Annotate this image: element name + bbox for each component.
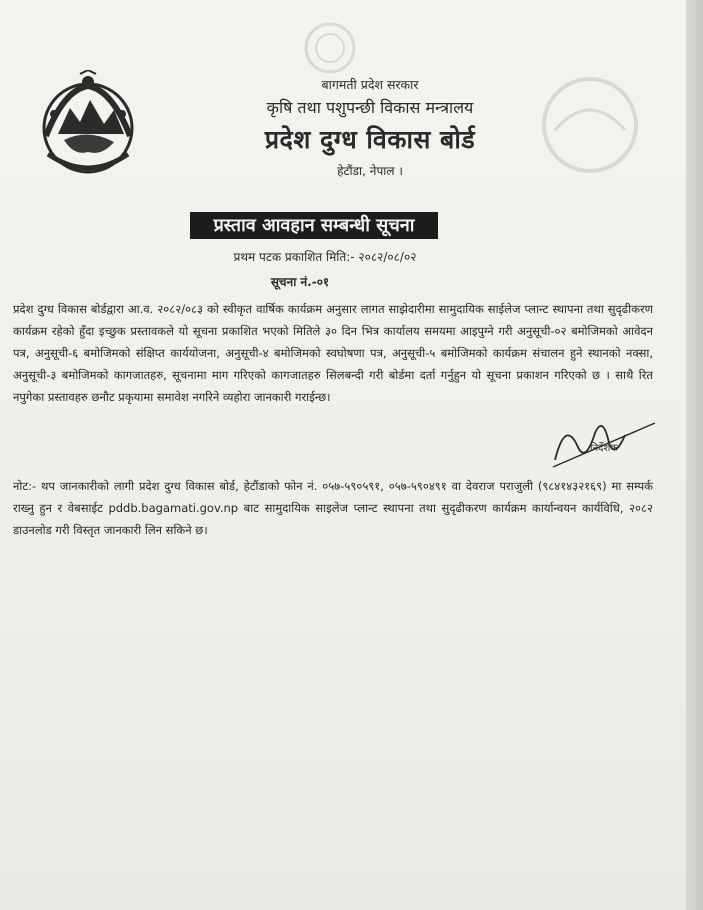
office-location: हेटौंडा, नेपाल ।	[337, 164, 403, 178]
province-government-line: बागमती प्रदेश सरकार	[321, 77, 419, 92]
notice-title: प्रस्ताव आवहान सम्बन्धी सूचना	[190, 212, 438, 239]
publication-date: प्रथम पटक प्रकाशित मिति:- २०८२/०८/०२	[233, 250, 417, 264]
nepal-government-emblem-icon	[34, 70, 142, 182]
notice-number: सूचना नं.-०१	[270, 275, 330, 289]
note-paragraph: नोट:- थप जानकारीको लागी प्रदेश दुग्ध विकास बोर्ड, हेटौंडाको फोन नं. ०५७-५९०५९१, ०५७-५९०४९१ वा देवराज पराजुली (९८४१४३२१६९) मा सम्पर्क राख्नु हुन र वेबसाईट pddb.bagamati.gov.np बाट सामुदायिक साइलेज प्लान्ट स्थापना तथा सुदृढीकरण कार्यक्रम कार्यान्वयन कार्यविधि, २०८२ डाउनलोड गरी विस्तृत जानकारी लिन सकिने छ।	[13, 479, 653, 537]
notice-body: प्रदेश दुग्ध विकास बोर्डद्वारा आ.व. २०८२/०८३ को स्वीकृत वार्षिक कार्यक्रम अनुसार लागत साझेदारीमा सामुदायिक साईलेज प्लान्ट स्थापना तथा सुदृढीकरण कार्यक्रम रहेको हुँदा इच्छुक प्रस्तावकले यो सूचना प्रकाशित भएको मितिले ३० दिन भित्र कार्यालय समयमा आइपुग्ने गरी अनुसूची-०२ बमोजिमको आवेदन पत्र, अनुसूची-६ बमोजिमको संक्षिप्त कार्ययोजना, अनुसूची-४ बमोजिमको स्वघोषणा पत्र, अनुसूची-५ बमोजिमको कार्यक्रम संचालन हुने स्थानको नक्सा, अनुसूची-३ बमोजिमको कागजातहरु, सूचनामा माग गरिएको कागजातहरु सिलबन्दी गरी बोर्डमा दर्ता गर्नुहुन यो सूचना प्रकाशन गरिएको छ । साथै रित नपुगेका प्रस्तावहरु छनौट प्रकृयामा समावेश नगरिने व्यहोरा जानकारी गराईन्छ।	[13, 302, 653, 404]
bleed-through-stamp-icon	[285, 18, 375, 78]
scan-edge	[686, 0, 703, 910]
signatory-title: निर्देशक	[590, 443, 618, 454]
ministry-name: कृषि तथा पशुपन्छी विकास मन्त्रालय	[266, 98, 474, 117]
board-name: प्रदेश दुग्ध विकास बोर्ड	[264, 125, 476, 154]
